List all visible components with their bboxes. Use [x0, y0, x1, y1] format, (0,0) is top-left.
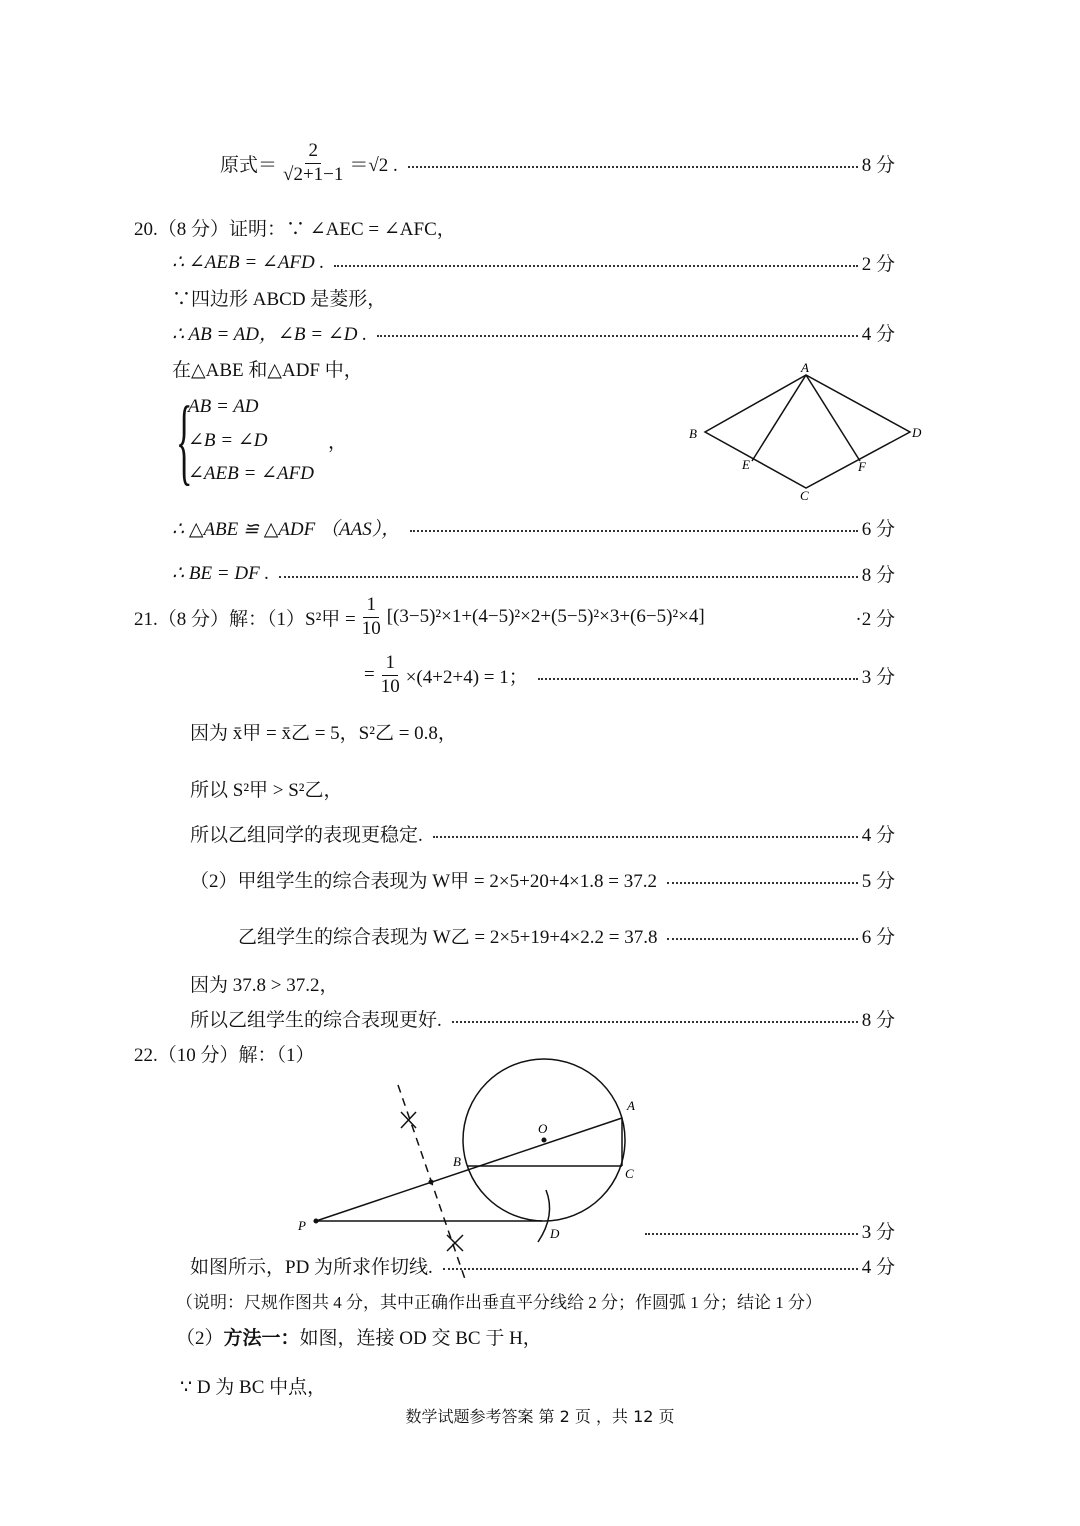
- rhombus-figure: [705, 375, 910, 488]
- text: =: [364, 664, 375, 685]
- dot-leader: [538, 678, 858, 680]
- score: 8 分: [861, 564, 895, 586]
- label-A: A: [627, 1098, 635, 1113]
- fraction: [378, 652, 403, 699]
- score: ·2 分: [855, 608, 895, 630]
- q22-heading: [134, 1038, 315, 1068]
- score: 4 分: [861, 323, 895, 345]
- score: 4 分: [861, 824, 895, 846]
- score: 2 分: [861, 253, 895, 275]
- q22-note: [176, 1285, 822, 1315]
- text: ，: [328, 431, 348, 453]
- label-C: C: [800, 488, 809, 503]
- text: 如图所示，PD 为所求作切线.: [190, 1256, 433, 1278]
- text: 在△ABE 和△ADF 中，: [172, 359, 363, 381]
- q22-figure-score: [635, 1215, 895, 1245]
- q21-line: [190, 1003, 895, 1033]
- dot-leader: [433, 836, 858, 838]
- label-B: B: [453, 1154, 461, 1169]
- text: ∴ AB = AD，∠B = ∠D .: [172, 323, 368, 345]
- score: 6 分: [861, 518, 895, 540]
- text: 所以 S²甲 > S²乙，: [190, 779, 343, 801]
- text: （2）: [176, 1327, 224, 1349]
- text: 因为 x̄甲 = x̄乙 = 5，S²乙 = 0.8，: [190, 722, 457, 744]
- label-O: O: [538, 1121, 548, 1136]
- label-A: A: [801, 360, 809, 375]
- score: 6 分: [861, 926, 895, 948]
- dot-leader: [443, 1268, 858, 1270]
- brace: {: [176, 387, 193, 495]
- score: 8 分: [861, 154, 895, 176]
- fraction: [359, 594, 384, 641]
- q21-heading: [134, 593, 895, 639]
- score: 4 分: [861, 1256, 895, 1278]
- text: ∠B = ∠D: [188, 429, 268, 451]
- q21-line: [190, 968, 338, 998]
- text: 22.（10 分）解：（1）: [134, 1044, 315, 1066]
- text: 20.（8 分）证明：∵ ∠AEC = ∠AFC，: [134, 218, 456, 240]
- score: 8 分: [861, 1009, 895, 1031]
- text: （2）甲组学生的综合表现为 W甲 = 2×5+20+4×1.8 = 37.2: [190, 870, 657, 892]
- text: AB = AD: [188, 396, 259, 417]
- text: 所以乙组学生的综合表现更好.: [190, 1009, 442, 1031]
- label-F: F: [858, 459, 866, 474]
- denominator: √2+1−1: [283, 163, 344, 185]
- text: 21.（8 分）解：（1）S²甲 =: [134, 608, 356, 630]
- q22-line: [190, 1250, 895, 1280]
- numerator: 1: [363, 594, 379, 618]
- dot-leader: [645, 1233, 858, 1235]
- q21-line: [190, 716, 457, 746]
- q22-line: [180, 1370, 326, 1400]
- numerator: 2: [305, 140, 321, 164]
- label-D: D: [550, 1226, 560, 1241]
- text: （说明：尺规作图共 4 分，其中正确作出垂直平分线给 2 分；作圆弧 1 分；结论 1 分）: [176, 1292, 822, 1312]
- text: ＝√2 .: [349, 154, 398, 176]
- text: ∵四边形 ABCD 是菱形，: [172, 288, 387, 310]
- q21-line: [238, 920, 895, 950]
- score: 5 分: [861, 870, 895, 892]
- q21-line: [190, 818, 895, 848]
- page-footer: 数学试题参考答案 第 2 页 ，共 12 页: [405, 1407, 675, 1426]
- dot-leader: [667, 938, 857, 940]
- method-label: 方法一：: [223, 1327, 300, 1349]
- text: ∴ ∠AEB = ∠AFD .: [172, 251, 325, 273]
- label-C: C: [625, 1166, 634, 1181]
- dot-leader: [452, 1021, 858, 1023]
- label-P: P: [298, 1218, 306, 1233]
- text: ∴ BE = DF .: [172, 562, 270, 584]
- dot-leader: [667, 882, 858, 884]
- text: ∴ △ABE ≌ △ADF （AAS），: [172, 518, 401, 540]
- q22-line: [176, 1321, 542, 1351]
- q21-line: [364, 651, 895, 697]
- text: 乙组学生的综合表现为 W乙 = 2×5+19+4×2.2 = 37.8: [238, 926, 658, 948]
- circle-figure: [314, 1059, 625, 1282]
- label-D: D: [912, 425, 922, 440]
- text: ∵ D 为 BC 中点，: [180, 1376, 327, 1398]
- text: 如图，连接 OD 交 BC 于 H，: [299, 1327, 542, 1349]
- q21-line: [190, 773, 343, 803]
- q21-line: [190, 864, 895, 894]
- label-B: B: [689, 426, 697, 441]
- text: 因为 37.8 > 37.2，: [190, 974, 339, 996]
- text: [(3−5)²×1+(4−5)²×2+(5−5)²×3+(6−5)²×4]: [386, 606, 705, 627]
- denominator: 10: [380, 675, 400, 697]
- text: ∠AEB = ∠AFD: [188, 462, 314, 484]
- label-E: E: [742, 457, 750, 472]
- score: 3 分: [861, 666, 895, 688]
- text: 所以乙组同学的表现更稳定.: [190, 824, 423, 846]
- denominator: 10: [361, 617, 381, 639]
- numerator: 1: [382, 652, 398, 676]
- text: ×(4+2+4) = 1；: [405, 666, 528, 688]
- score: 3 分: [861, 1221, 895, 1243]
- text: 原式＝: [220, 154, 278, 176]
